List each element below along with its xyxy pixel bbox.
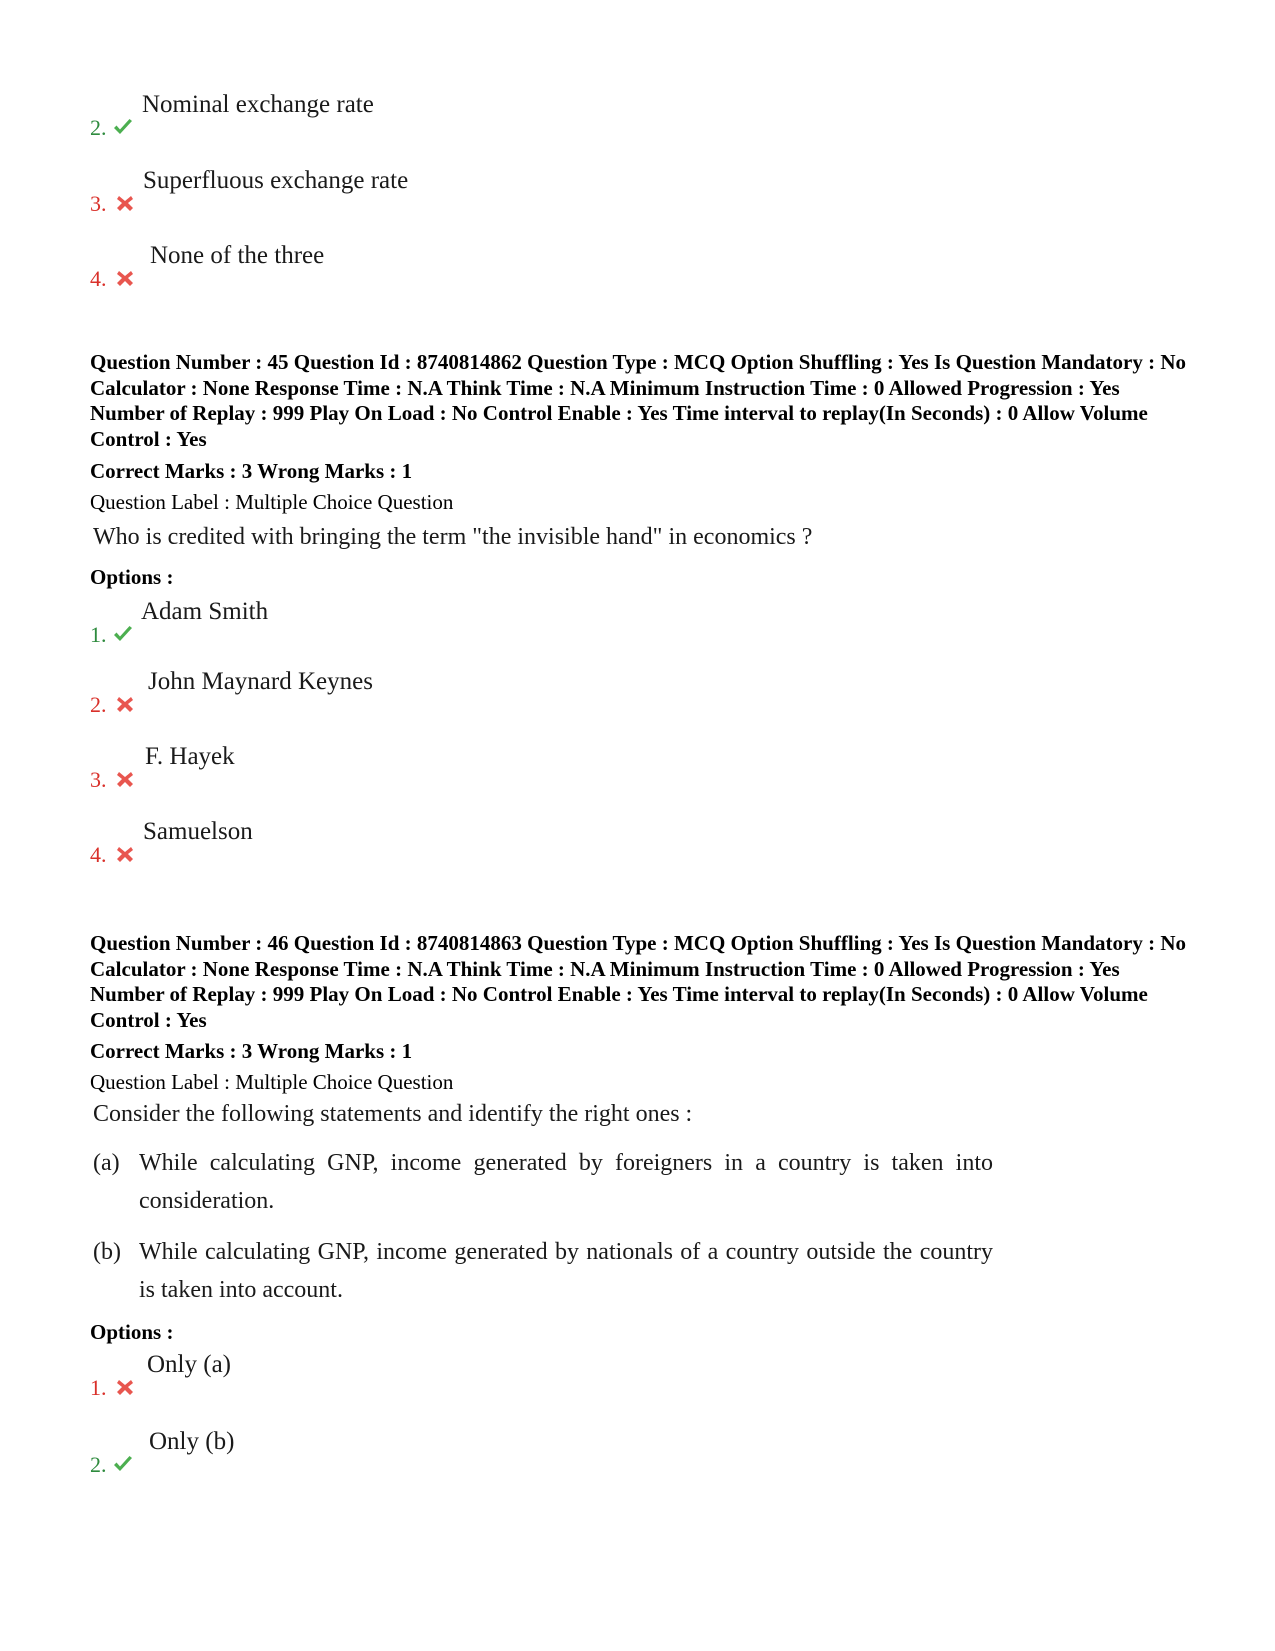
check-icon [112, 623, 134, 645]
statement-marker: (a) [93, 1150, 120, 1176]
options-heading: Options : [90, 565, 174, 589]
options-heading: Options : [90, 1320, 174, 1344]
marks-line: Correct Marks : 3 Wrong Marks : 1 [90, 1039, 413, 1063]
option-number: 1. [90, 622, 107, 647]
option-text: Samuelson [143, 818, 253, 845]
cross-icon [114, 843, 136, 865]
option-number: 3. [90, 767, 107, 792]
option-number: 2. [90, 115, 107, 140]
statement-text: While calculating GNP, income generated by foreigners in a country is taken into consideration. [139, 1150, 993, 1214]
option-text: None of the three [150, 242, 325, 269]
question-meta: Question Number : 46 Question Id : 8740814863 Question Type : MCQ Option Shuffling : Yes Is Question Mandatory : No Calculator : None Response Time : N.A Think Time : N.A Minimum Instruction Time : 0 Allowed Progression : Yes Number of Replay : 999 Play On Load : No Control Enable : Yes Time interval to replay(In Seconds) : 0 Allow Volume Control : Yes [90, 931, 1186, 1032]
cross-icon [114, 1376, 136, 1398]
cross-icon [114, 267, 136, 289]
option-item [90, 742, 790, 792]
question-text: Who is credited with bringing the term "the invisible hand" in economics ? [93, 524, 813, 550]
cross-icon [114, 768, 136, 790]
option-item [90, 667, 790, 717]
option-item [90, 241, 790, 291]
check-icon [112, 1453, 134, 1475]
check-icon [112, 116, 134, 138]
statement-item [93, 1233, 993, 1309]
option-item [90, 166, 790, 216]
question-label: Question Label : Multiple Choice Question [90, 490, 454, 514]
option-number: 1. [90, 1375, 107, 1400]
option-text: Only (b) [149, 1428, 235, 1455]
question-label: Question Label : Multiple Choice Question [90, 1070, 454, 1094]
marks-line: Correct Marks : 3 Wrong Marks : 1 [90, 459, 413, 483]
option-number: 2. [90, 692, 107, 717]
cross-icon [114, 192, 136, 214]
statement-item [93, 1144, 993, 1220]
question-meta: Question Number : 45 Question Id : 8740814862 Question Type : MCQ Option Shuffling : Yes Is Question Mandatory : No Calculator : None Response Time : N.A Think Time : N.A Minimum Instruction Time : 0 Allowed Progression : Yes Number of Replay : 999 Play On Load : No Control Enable : Yes Time interval to replay(In Seconds) : 0 Allow Volume Control : Yes [90, 350, 1186, 451]
statement-marker: (b) [93, 1239, 121, 1265]
option-item [90, 90, 790, 140]
cross-icon [114, 693, 136, 715]
option-item [90, 1350, 790, 1400]
option-number: 3. [90, 191, 107, 216]
question-text: Consider the following statements and identify the right ones : [93, 1101, 693, 1127]
option-item [90, 597, 790, 647]
option-item [90, 1427, 790, 1477]
option-text: Nominal exchange rate [142, 91, 374, 118]
option-number: 4. [90, 266, 107, 291]
option-text: John Maynard Keynes [148, 668, 373, 695]
option-text: Only (a) [147, 1351, 231, 1378]
option-number: 2. [90, 1452, 107, 1477]
option-text: F. Hayek [145, 743, 235, 770]
statement-text: While calculating GNP, income generated by nationals of a country outside the country is taken into account. [139, 1239, 993, 1303]
option-text: Superfluous exchange rate [143, 167, 409, 194]
option-item [90, 817, 790, 867]
option-text: Adam Smith [141, 598, 269, 625]
option-number: 4. [90, 842, 107, 867]
